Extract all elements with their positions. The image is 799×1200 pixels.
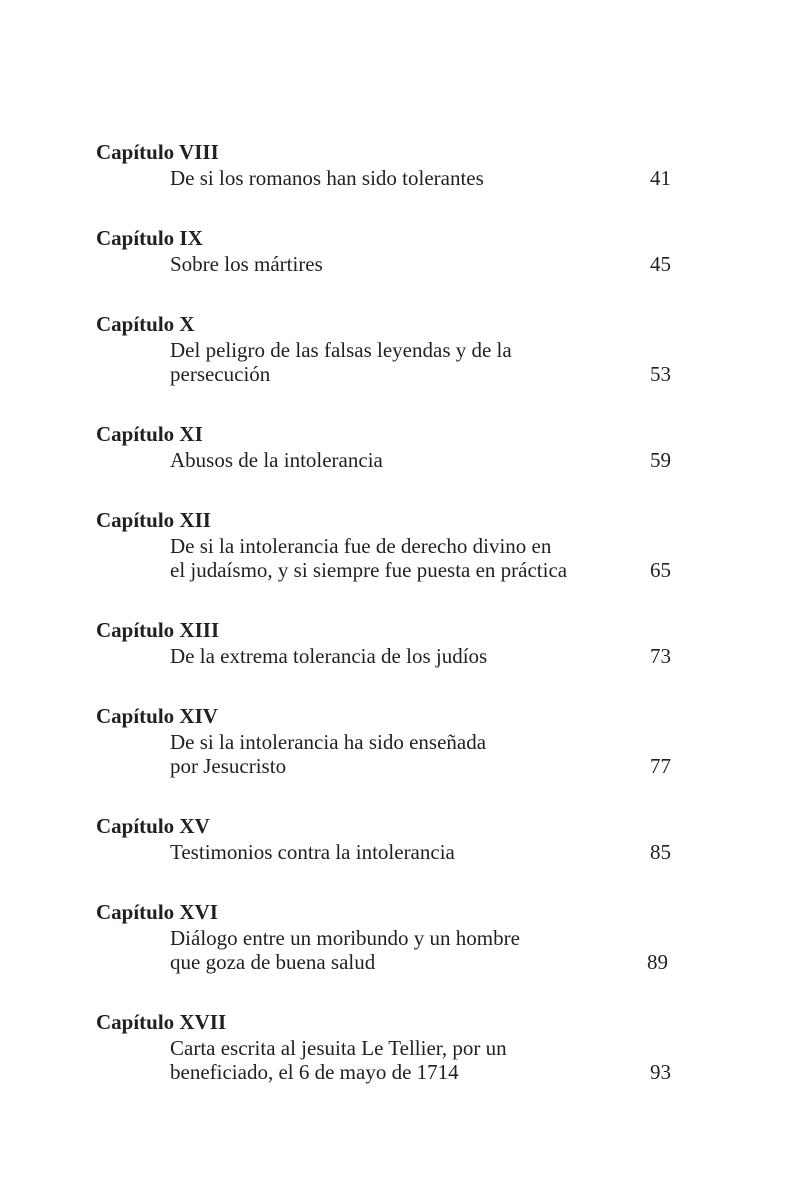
chapter-heading: Capítulo XVI xyxy=(96,900,218,924)
chapter-title-line: el judaísmo, y si siempre fue puesta en práctica xyxy=(170,558,568,582)
page-number: 53 xyxy=(650,362,671,386)
page-number: 93 xyxy=(650,1060,671,1084)
page-number: 89 xyxy=(647,950,668,974)
chapter-title-line: Sobre los mártires xyxy=(170,252,323,276)
chapter-title-line: persecución xyxy=(170,362,271,386)
chapter-title-line: De la extrema tolerancia de los judíos xyxy=(170,644,488,668)
page-number: 59 xyxy=(650,448,671,472)
chapter-heading: Capítulo VIII xyxy=(96,140,219,164)
chapter-title-line: Carta escrita al jesuita Le Tellier, por un xyxy=(170,1036,507,1060)
chapter-heading: Capítulo XVII xyxy=(96,1010,227,1034)
chapter-title-line: Abusos de la intolerancia xyxy=(170,448,383,472)
chapter-heading: Capítulo XI xyxy=(96,422,203,446)
chapter-title-line: beneficiado, el 6 de mayo de 1714 xyxy=(170,1060,459,1084)
chapter-heading: Capítulo XV xyxy=(96,814,210,838)
chapter-title-line: que goza de buena salud xyxy=(170,950,376,974)
page-number: 65 xyxy=(650,558,671,582)
page-number: 85 xyxy=(650,840,671,864)
page-number: 73 xyxy=(650,644,671,668)
page-number: 41 xyxy=(650,166,671,190)
page-number: 77 xyxy=(650,754,671,778)
chapter-title-line: De si los romanos han sido tolerantes xyxy=(170,166,484,190)
chapter-title-line: Del peligro de las falsas leyendas y de la xyxy=(170,338,512,362)
chapter-title-line: por Jesucristo xyxy=(170,754,287,778)
chapter-title-line: De si la intolerancia ha sido enseñada xyxy=(170,730,487,754)
chapter-heading: Capítulo X xyxy=(96,312,195,336)
chapter-title-line: De si la intolerancia fue de derecho divino en xyxy=(170,534,552,558)
page-number: 45 xyxy=(650,252,671,276)
chapter-heading: Capítulo IX xyxy=(96,226,203,250)
chapter-title-line: Testimonios contra la intolerancia xyxy=(170,840,455,864)
chapter-heading: Capítulo XIII xyxy=(96,618,220,642)
chapter-title-line: Diálogo entre un moribundo y un hombre xyxy=(170,926,520,950)
chapter-heading: Capítulo XIV xyxy=(96,704,218,728)
chapter-heading: Capítulo XII xyxy=(96,508,211,532)
